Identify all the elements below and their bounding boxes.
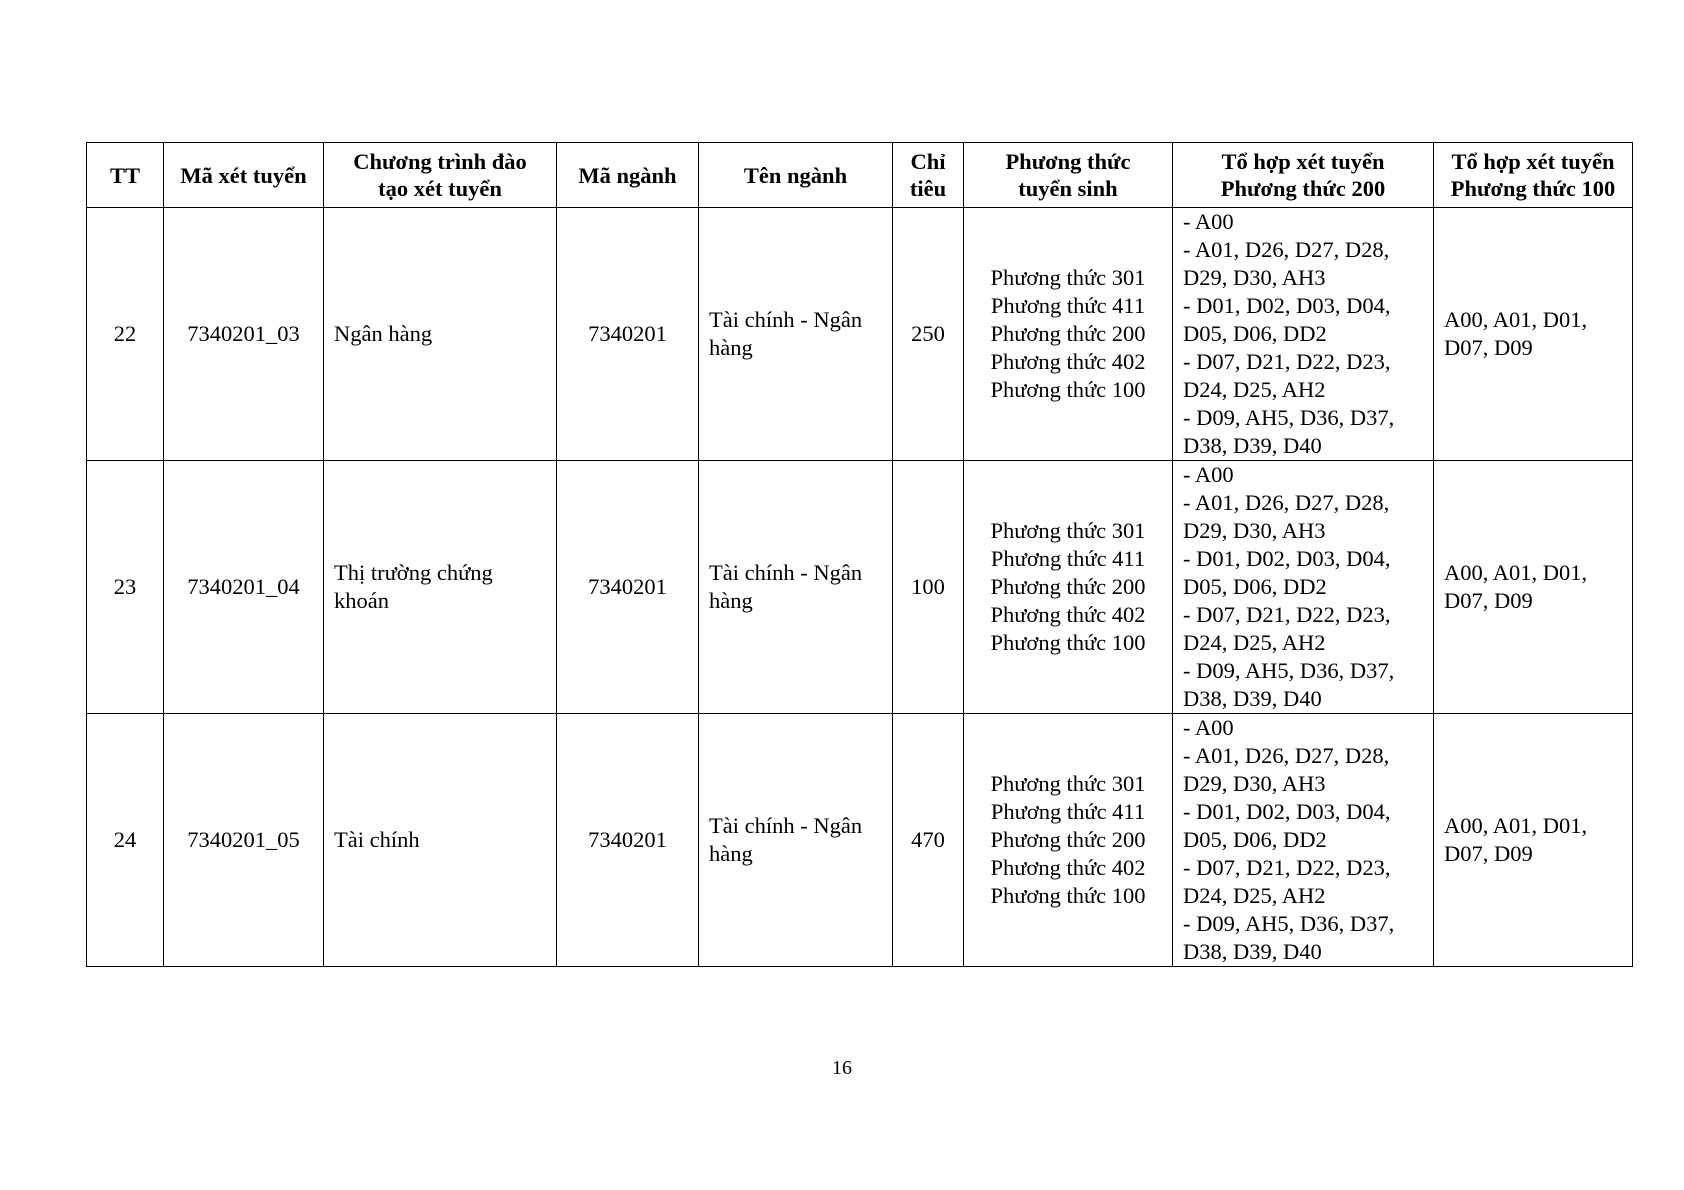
- cell-line: D05, D06, DD2: [1183, 827, 1327, 852]
- cell-phuong-thuc: [964, 208, 1173, 461]
- cell-line: Phương thức 200: [1220, 176, 1386, 201]
- header-phuong-thuc: [964, 143, 1173, 208]
- cell-line: D07, D09: [1444, 588, 1533, 613]
- cell-line: D24, D25, AH2: [1183, 377, 1326, 402]
- cell-to-hop-100: [1434, 461, 1633, 714]
- cell-line: khoán: [334, 588, 389, 613]
- cell-line: Phương thức 411: [990, 799, 1146, 824]
- cell-line: Thị trường chứng: [334, 560, 493, 585]
- cell-line: Phương thức: [1005, 149, 1131, 174]
- cell-line: Phương thức 402: [990, 855, 1146, 880]
- cell-line: - D09, AH5, D36, D37,: [1183, 911, 1395, 936]
- header-to-hop-100: [1434, 143, 1633, 208]
- cell-chuong-trinh: [324, 714, 557, 967]
- cell-line: hàng: [709, 841, 753, 866]
- cell-line: Tổ hợp xét tuyển: [1221, 149, 1385, 174]
- cell-line: D38, D39, D40: [1183, 433, 1322, 458]
- cell-line: hàng: [709, 588, 753, 613]
- cell-line: Phương thức 411: [990, 546, 1146, 571]
- table-body: [87, 208, 1633, 967]
- cell-ma-xet-tuyen: 7340201_04: [164, 461, 324, 714]
- cell-ma-nganh: 7340201: [557, 461, 699, 714]
- cell-phuong-thuc: [964, 714, 1173, 967]
- cell-line: - D01, D02, D03, D04,: [1183, 293, 1391, 318]
- cell-line: Phương thức 402: [990, 349, 1146, 374]
- cell-line: D24, D25, AH2: [1183, 630, 1326, 655]
- cell-line: D07, D09: [1444, 335, 1533, 360]
- cell-line: Phương thức 100: [990, 377, 1146, 402]
- cell-line: D29, D30, AH3: [1183, 265, 1326, 290]
- cell-line: Tài chính - Ngân: [709, 307, 863, 332]
- cell-line: - A01, D26, D27, D28,: [1183, 490, 1390, 515]
- cell-line: Phương thức 100: [990, 630, 1146, 655]
- cell-line: Phương thức 100: [990, 883, 1146, 908]
- cell-line: - D07, D21, D22, D23,: [1183, 602, 1391, 627]
- table-row: [87, 208, 1633, 461]
- cell-line: Phương thức 200: [990, 827, 1146, 852]
- cell-ma-nganh: 7340201: [557, 714, 699, 967]
- cell-line: - A01, D26, D27, D28,: [1183, 743, 1390, 768]
- cell-line: Phương thức 301: [990, 771, 1146, 796]
- cell-line: Phương thức 301: [990, 518, 1146, 543]
- cell-line: - D09, AH5, D36, D37,: [1183, 658, 1395, 683]
- cell-line: A00, A01, D01,: [1444, 813, 1588, 838]
- cell-line: D05, D06, DD2: [1183, 574, 1327, 599]
- cell-line: D29, D30, AH3: [1183, 771, 1326, 796]
- cell-line: Phương thức 100: [1450, 176, 1616, 201]
- cell-line: A00, A01, D01,: [1444, 560, 1588, 585]
- cell-line: Phương thức 200: [990, 574, 1146, 599]
- cell-line: - D01, D02, D03, D04,: [1183, 546, 1391, 571]
- cell-line: - D07, D21, D22, D23,: [1183, 855, 1391, 880]
- cell-line: Tên ngành: [743, 162, 848, 188]
- cell-chuong-trinh: [324, 461, 557, 714]
- cell-line: Ngân hàng: [334, 321, 433, 346]
- cell-chi-tieu: 470: [893, 714, 964, 967]
- cell-line: D24, D25, AH2: [1183, 883, 1326, 908]
- cell-line: D29, D30, AH3: [1183, 518, 1326, 543]
- cell-line: tuyển sinh: [1018, 176, 1118, 201]
- cell-line: Tài chính: [334, 827, 420, 852]
- cell-to-hop-100: [1434, 714, 1633, 967]
- cell-tt: 22: [87, 208, 164, 461]
- cell-line: - A00: [1183, 209, 1234, 234]
- cell-line: D07, D09: [1444, 841, 1533, 866]
- cell-line: hàng: [709, 335, 753, 360]
- cell-line: Phương thức 200: [990, 321, 1146, 346]
- cell-tt: 24: [87, 714, 164, 967]
- table-row: [87, 714, 1633, 967]
- header-tt: [87, 143, 164, 208]
- cell-line: - D01, D02, D03, D04,: [1183, 799, 1391, 824]
- cell-line: D38, D39, D40: [1183, 939, 1322, 964]
- cell-ma-xet-tuyen: 7340201_03: [164, 208, 324, 461]
- cell-line: D05, D06, DD2: [1183, 321, 1327, 346]
- cell-line: A00, A01, D01,: [1444, 307, 1588, 332]
- cell-to-hop-100: [1434, 208, 1633, 461]
- cell-line: Phương thức 301: [990, 265, 1146, 290]
- table-row: [87, 461, 1633, 714]
- cell-chuong-trinh: [324, 208, 557, 461]
- cell-ten-nganh: [699, 208, 893, 461]
- cell-line: D38, D39, D40: [1183, 686, 1322, 711]
- header-ma-nganh: [557, 143, 699, 208]
- cell-line: Chương trình đào: [353, 149, 527, 174]
- cell-to-hop-200: [1173, 714, 1434, 967]
- header-to-hop-200: [1173, 143, 1434, 208]
- page-number: 16: [832, 1057, 852, 1079]
- cell-line: Tài chính - Ngân: [709, 813, 863, 838]
- header-ma-xet-tuyen: [164, 143, 324, 208]
- header-ten-nganh: [699, 143, 893, 208]
- cell-line: Mã ngành: [578, 162, 677, 188]
- cell-to-hop-200: [1173, 208, 1434, 461]
- cell-chi-tieu: 100: [893, 461, 964, 714]
- cell-line: Phương thức 411: [990, 293, 1146, 318]
- cell-ma-xet-tuyen: 7340201_05: [164, 714, 324, 967]
- cell-line: - D07, D21, D22, D23,: [1183, 349, 1391, 374]
- cell-ma-nganh: 7340201: [557, 208, 699, 461]
- cell-line: tiêu: [909, 176, 947, 201]
- cell-to-hop-200: [1173, 461, 1434, 714]
- cell-chi-tieu: 250: [893, 208, 964, 461]
- cell-line: - A00: [1183, 462, 1234, 487]
- header-chi-tieu: [893, 143, 964, 208]
- cell-ten-nganh: [699, 461, 893, 714]
- cell-tt: 23: [87, 461, 164, 714]
- cell-phuong-thuc: [964, 461, 1173, 714]
- cell-line: Chỉ: [910, 149, 946, 174]
- cell-ten-nganh: [699, 714, 893, 967]
- cell-line: Phương thức 402: [990, 602, 1146, 627]
- cell-line: tạo xét tuyển: [378, 176, 502, 201]
- cell-line: TT: [109, 162, 140, 188]
- cell-line: Tài chính - Ngân: [709, 560, 863, 585]
- admissions-table: [86, 142, 1633, 967]
- cell-line: - A01, D26, D27, D28,: [1183, 237, 1390, 262]
- cell-line: - A00: [1183, 715, 1234, 740]
- cell-line: - D09, AH5, D36, D37,: [1183, 405, 1395, 430]
- header-chuong-trinh: [324, 143, 557, 208]
- cell-line: Tổ hợp xét tuyển: [1451, 149, 1615, 174]
- cell-line: Mã xét tuyển: [180, 162, 307, 188]
- header-row: [87, 143, 1633, 208]
- table-header: [87, 143, 1633, 208]
